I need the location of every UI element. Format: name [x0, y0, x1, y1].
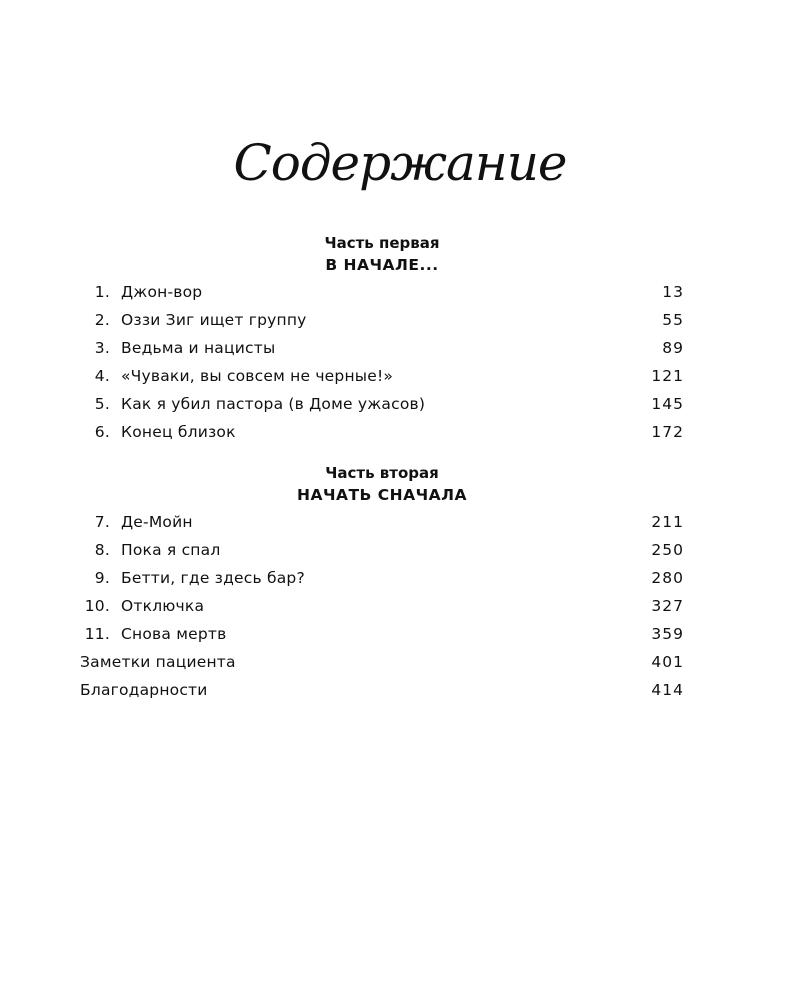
chapter-title: Снова мертв: [121, 625, 227, 643]
page-number: 359: [651, 625, 684, 643]
part-one-label: Часть первая: [324, 234, 440, 252]
chapter-title: Оззи Зиг ищет группу: [121, 311, 307, 329]
chapter-number: 5.: [94, 395, 110, 413]
back-matter-title: Заметки пациента: [80, 653, 236, 671]
page-number: 250: [651, 541, 684, 559]
chapter-number: 10.: [84, 597, 110, 615]
chapter-title: Как я убил пастора (в Доме ужасов): [121, 395, 426, 413]
page-number: 121: [651, 367, 684, 385]
page-number: 401: [651, 653, 684, 671]
chapter-number: 2.: [94, 311, 110, 329]
part-one-name: В НАЧАЛЕ...: [325, 256, 439, 274]
part-two-heading: [0, 462, 764, 506]
page-number: 280: [651, 569, 684, 587]
chapter-title: «Чуваки, вы совсем не черные!»: [121, 367, 394, 385]
chapter-title: Пока я спал: [121, 541, 221, 559]
chapter-title: Конец близок: [121, 423, 236, 441]
toc-entry[interactable]: [78, 306, 684, 334]
page-number: 414: [651, 681, 684, 699]
toc-entry[interactable]: [78, 536, 684, 564]
page-number: 327: [651, 597, 684, 615]
part-one-chapter-list: [78, 278, 684, 446]
toc-entry[interactable]: [78, 648, 684, 676]
chapter-title: Ведьма и нацисты: [121, 339, 276, 357]
chapter-number: 4.: [94, 367, 110, 385]
toc-entry[interactable]: [78, 564, 684, 592]
chapter-title: Де-Мойн: [121, 513, 193, 531]
chapter-number: 1.: [94, 283, 110, 301]
toc-entry[interactable]: [78, 592, 684, 620]
part-two-name: НАЧАТЬ СНАЧАЛА: [296, 486, 467, 504]
chapter-title: Отключка: [121, 597, 205, 615]
chapter-number: 6.: [94, 423, 110, 441]
back-matter-title: Благодарности: [80, 681, 208, 699]
toc-entry[interactable]: [78, 418, 684, 446]
page-number: 211: [651, 513, 684, 531]
toc-entry[interactable]: [78, 508, 684, 536]
page-number: 145: [651, 395, 684, 413]
toc-entry[interactable]: [78, 620, 684, 648]
chapter-number: 8.: [94, 541, 110, 559]
toc-entry[interactable]: [78, 362, 684, 390]
chapter-title: Бетти, где здесь бар?: [121, 569, 305, 587]
chapter-title: Джон-вор: [121, 283, 203, 301]
page-title: Содержание: [233, 134, 567, 192]
part-one-heading: [0, 232, 764, 276]
toc-entry[interactable]: [78, 390, 684, 418]
toc-entry[interactable]: [78, 278, 684, 306]
chapter-number: 3.: [94, 339, 110, 357]
part-two-label: Часть вторая: [325, 464, 439, 482]
chapter-number: 9.: [94, 569, 110, 587]
page-number: 89: [662, 339, 684, 357]
page-number: 172: [651, 423, 684, 441]
toc-entry[interactable]: [78, 334, 684, 362]
toc-entry[interactable]: [78, 676, 684, 704]
page-number: 13: [662, 283, 684, 301]
chapter-number: 7.: [94, 513, 110, 531]
page-number: 55: [662, 311, 684, 329]
chapter-number: 11.: [84, 625, 110, 643]
part-two-chapter-list: [78, 508, 684, 704]
